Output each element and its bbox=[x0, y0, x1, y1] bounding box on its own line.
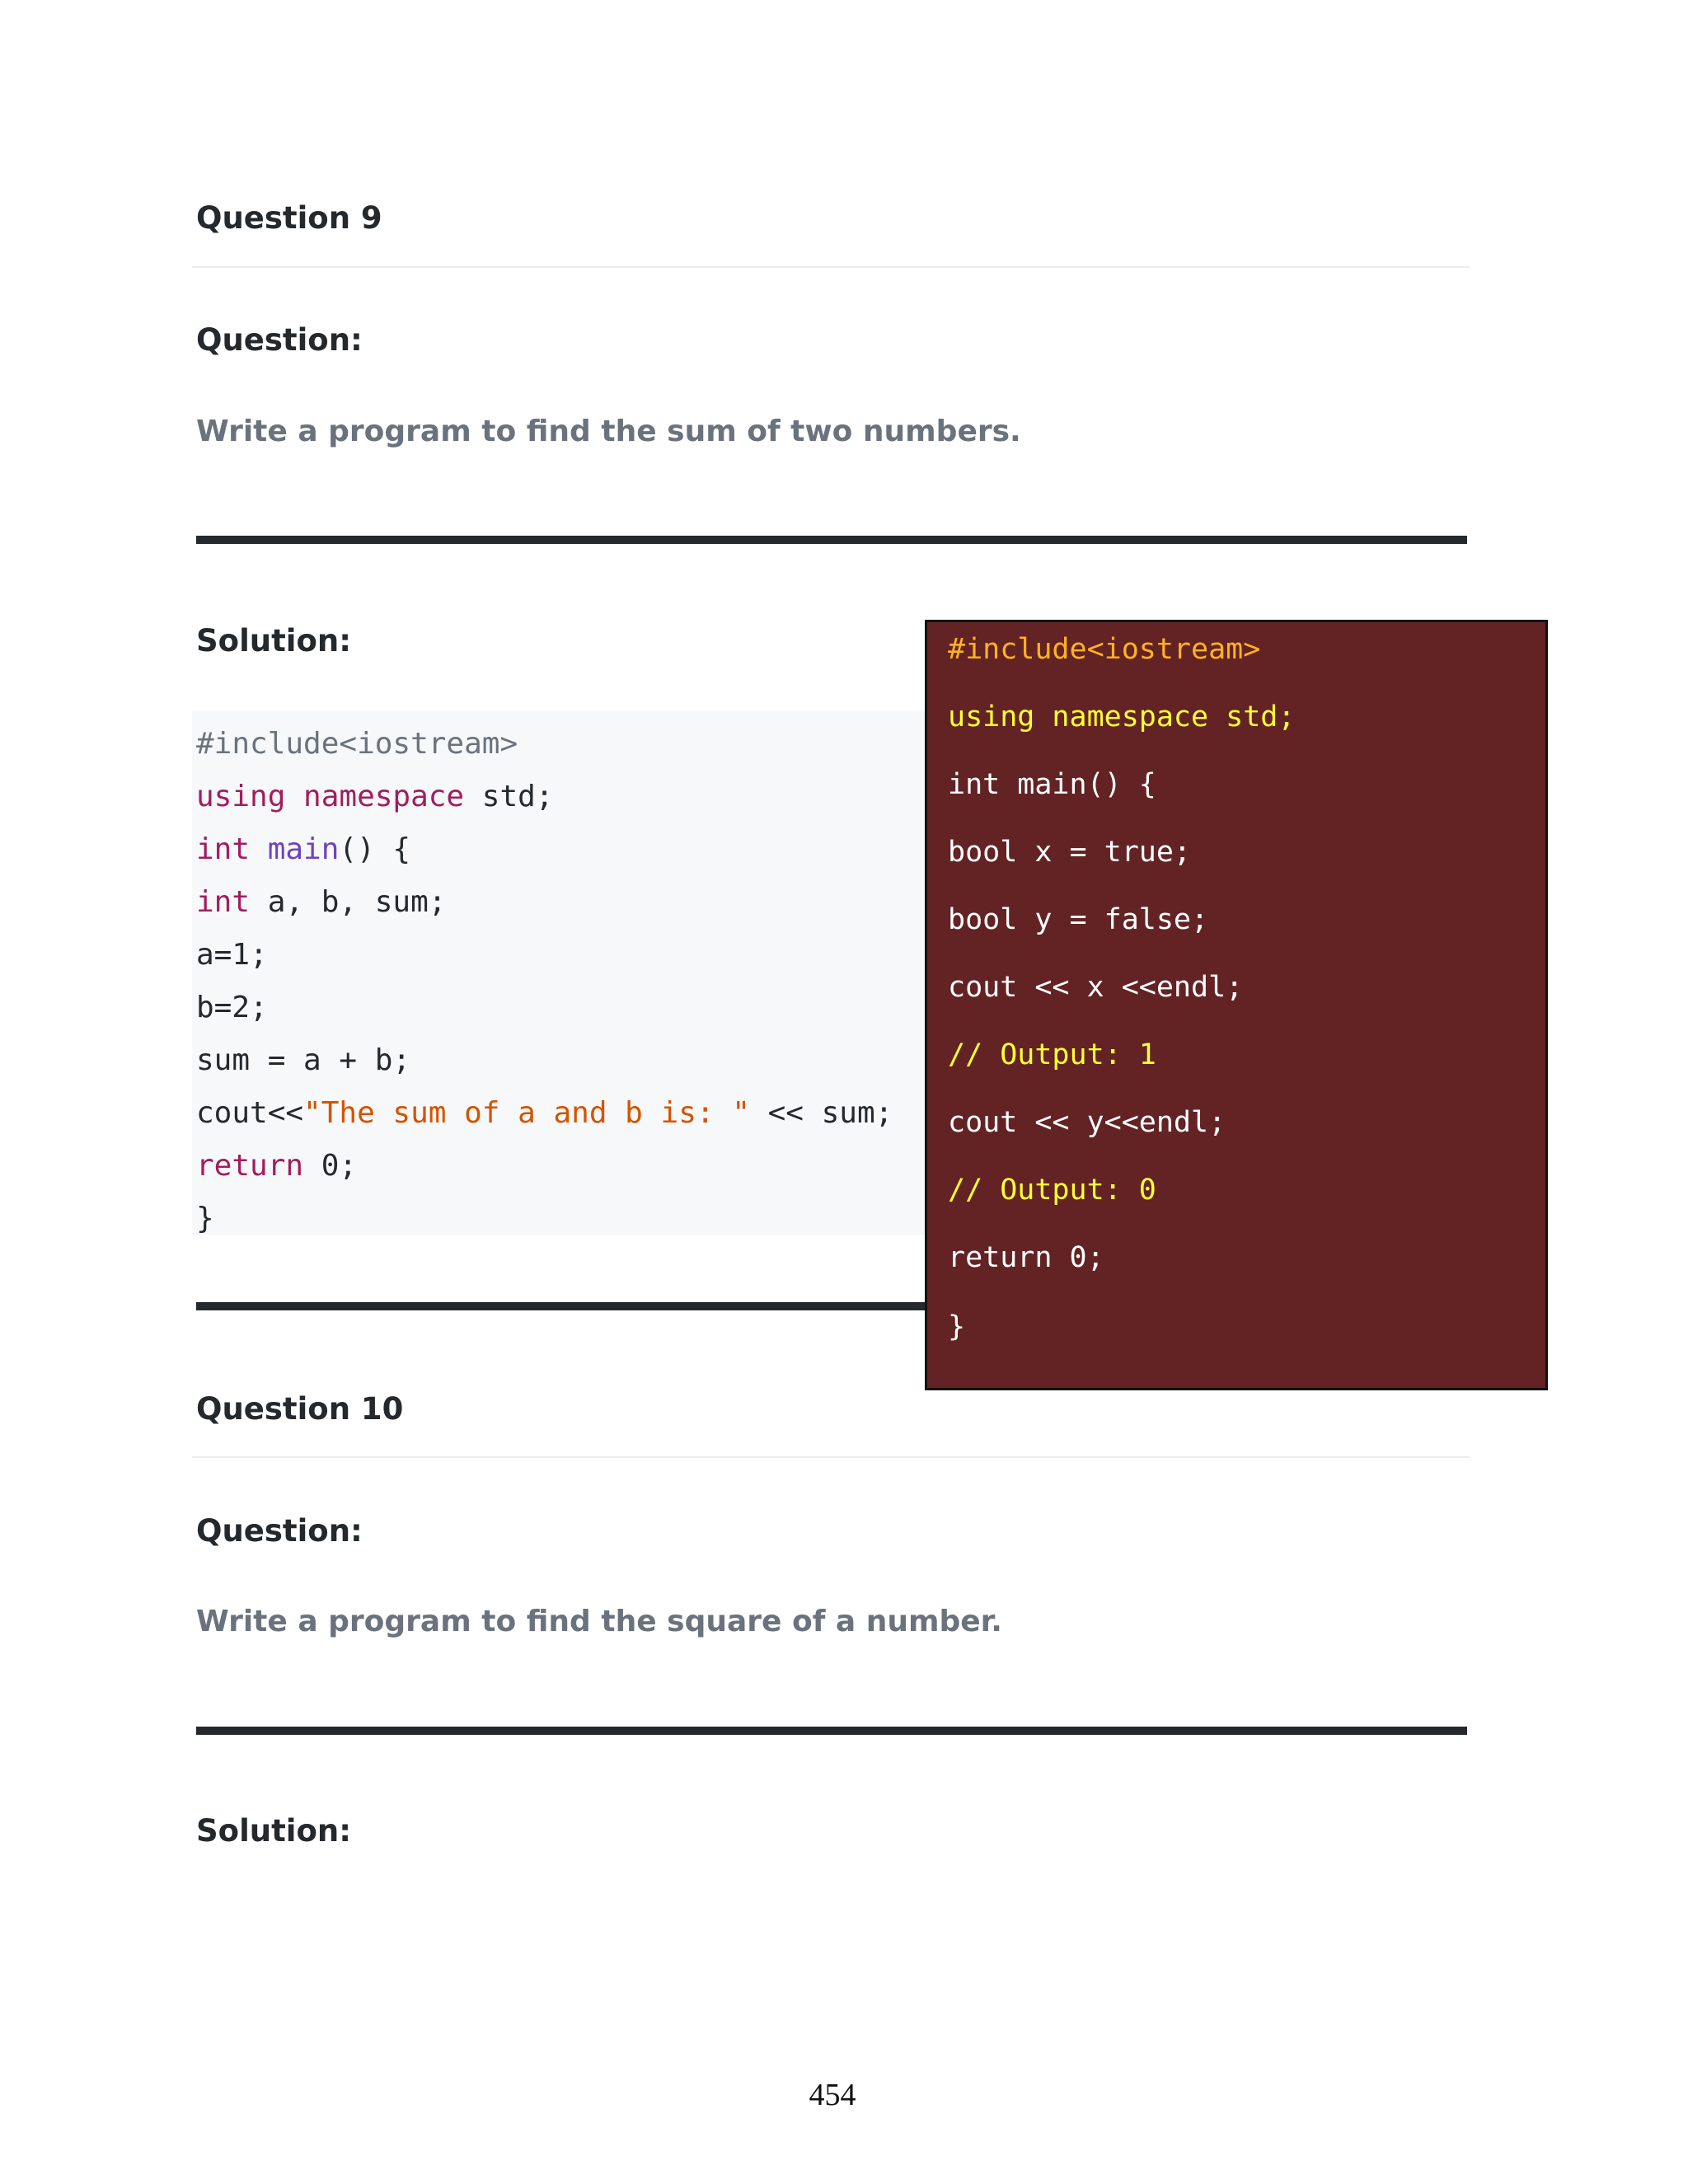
section-divider bbox=[196, 536, 1467, 544]
keyword: using namespace bbox=[196, 780, 465, 813]
string-literal: "The sum of a and b is: " bbox=[303, 1096, 750, 1130]
page-number: 454 bbox=[809, 2078, 856, 2112]
code-line-sum: sum = a + b; bbox=[196, 1043, 411, 1077]
section-divider bbox=[196, 1302, 938, 1310]
overlay-line: return 0; bbox=[948, 1241, 1104, 1274]
title-divider bbox=[192, 266, 1470, 268]
code-text: a, b, sum; bbox=[250, 885, 447, 919]
code-block bbox=[192, 710, 934, 1235]
overlay-line: bool x = true; bbox=[948, 836, 1192, 869]
section-divider bbox=[196, 1727, 1467, 1735]
overlay-line: using namespace std; bbox=[948, 701, 1296, 733]
code-line-return bbox=[196, 1148, 357, 1184]
overlay-line: // Output: 1 bbox=[948, 1038, 1156, 1071]
code-line-cout bbox=[196, 1095, 893, 1132]
code-line-assign-b: b=2; bbox=[196, 991, 268, 1024]
overlay-line: // Output: 0 bbox=[948, 1174, 1156, 1207]
solution-label: Solution: bbox=[196, 1813, 352, 1849]
overlay-line: cout << y<<endl; bbox=[948, 1106, 1226, 1139]
code-line-namespace bbox=[196, 779, 553, 815]
overlay-line: #include<iostream> bbox=[948, 633, 1261, 666]
title-divider bbox=[192, 1456, 1470, 1458]
overlay-line: bool y = false; bbox=[948, 903, 1209, 936]
code-line-include: #include<iostream> bbox=[196, 727, 518, 761]
code-line-main bbox=[196, 832, 410, 868]
code-line-declare bbox=[196, 884, 446, 921]
question-10-title: Question 10 bbox=[196, 1391, 404, 1427]
code-text: cout<< bbox=[196, 1096, 304, 1130]
keyword: return bbox=[196, 1149, 304, 1183]
overlay-line: cout << x <<endl; bbox=[948, 971, 1244, 1004]
code-overlay-box bbox=[925, 620, 1548, 1390]
code-text: << sum; bbox=[749, 1096, 893, 1130]
code-text: 0; bbox=[303, 1149, 358, 1183]
code-text: std; bbox=[464, 780, 554, 813]
question-9-title: Question 9 bbox=[196, 200, 382, 236]
question-prompt: Write a program to find the sum of two numbers. bbox=[196, 415, 1021, 448]
question-label: Question: bbox=[196, 322, 363, 358]
question-label: Question: bbox=[196, 1513, 363, 1549]
question-prompt: Write a program to find the square of a number. bbox=[196, 1605, 1002, 1638]
overlay-line: } bbox=[948, 1310, 966, 1343]
keyword: int bbox=[196, 832, 251, 866]
code-line-close: } bbox=[196, 1202, 214, 1235]
function-name: main bbox=[250, 832, 340, 866]
code-line-assign-a: a=1; bbox=[196, 938, 268, 972]
solution-label: Solution: bbox=[196, 623, 352, 658]
keyword: int bbox=[196, 885, 251, 919]
overlay-line: int main() { bbox=[948, 768, 1156, 801]
code-text: () { bbox=[339, 832, 411, 866]
